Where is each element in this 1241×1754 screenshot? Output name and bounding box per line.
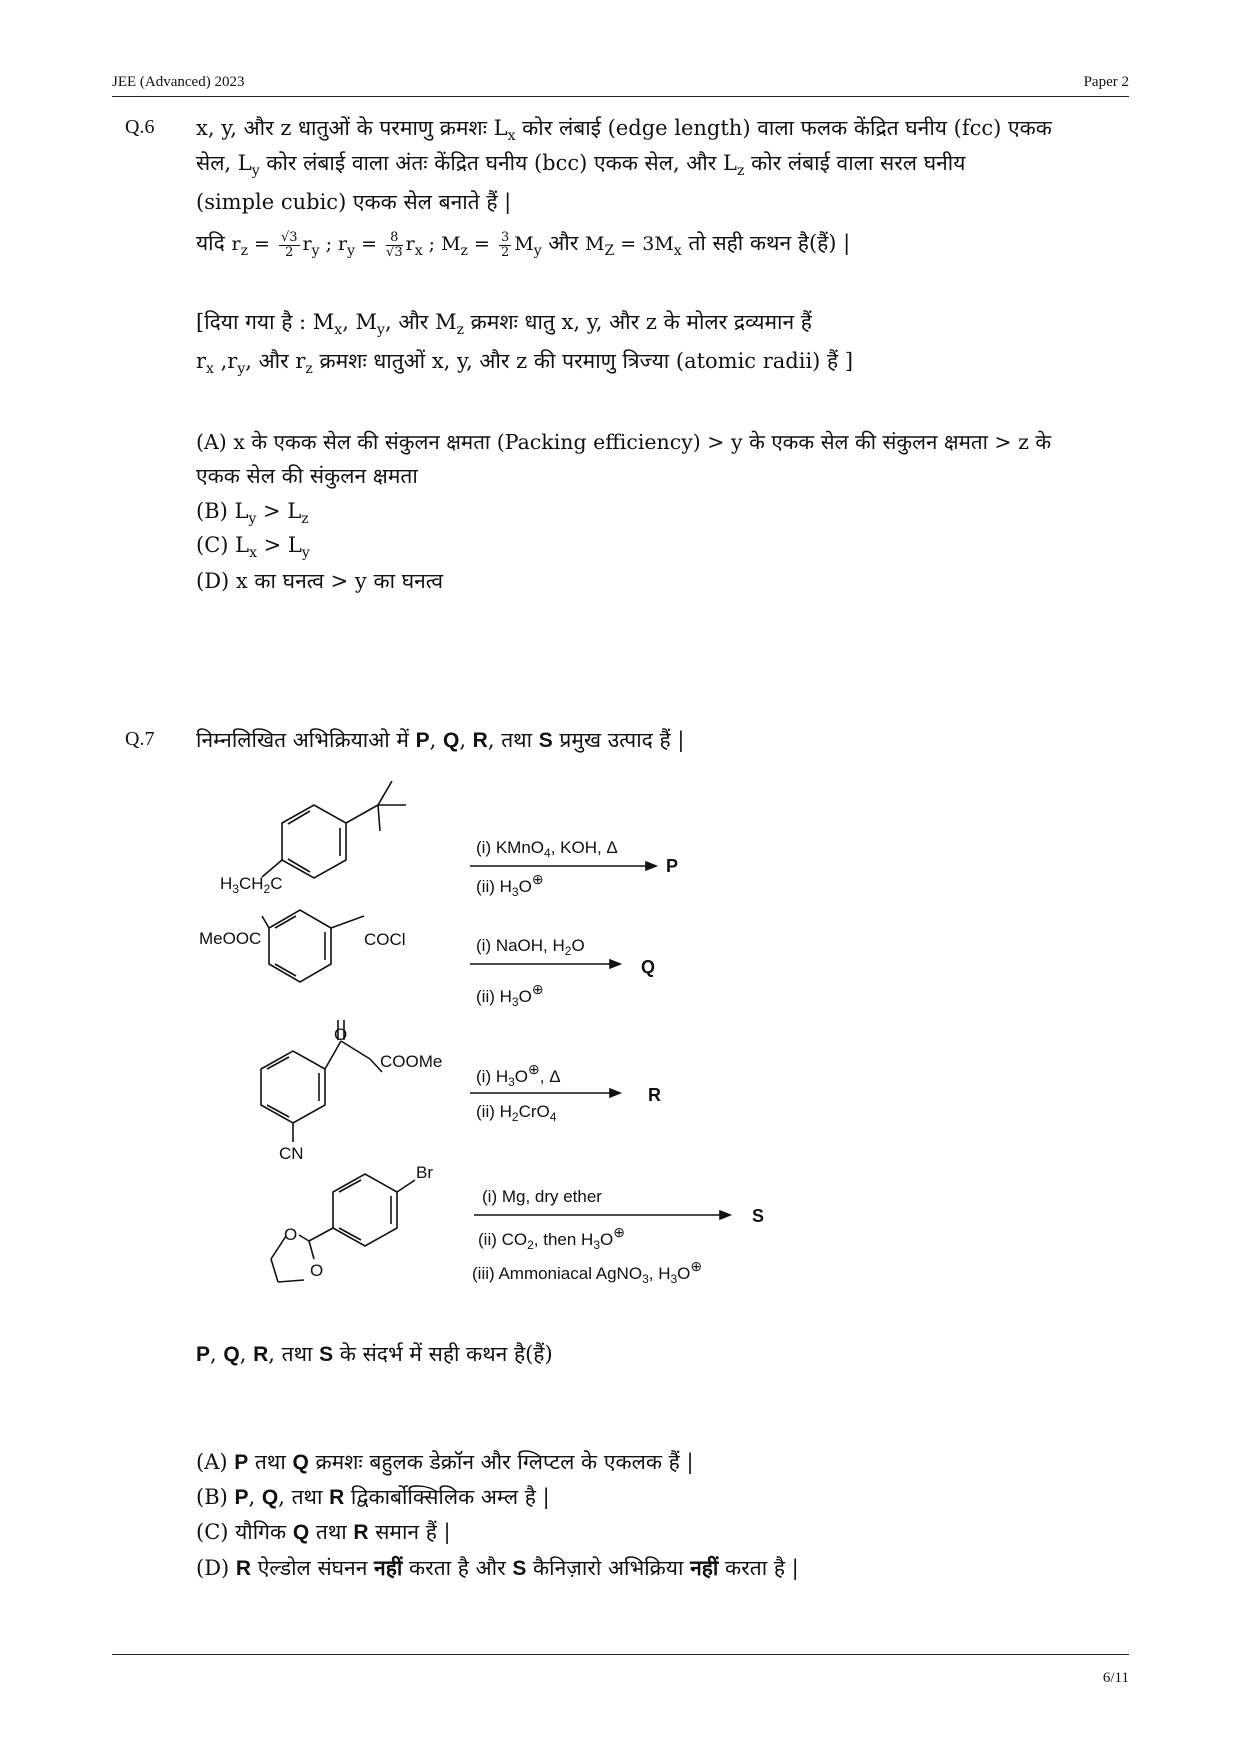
reaction-arrow-1 [470, 862, 656, 870]
label-cocl: COCl [364, 930, 406, 949]
structure-tert-butyl-ethylbenzene [262, 781, 406, 878]
label-carbonyl-oxygen: O [334, 1025, 348, 1044]
q6-option-a[interactable]: (A) x के एकक सेल की संकुलन क्षमता (Packing efficiency) > y के एकक सेल की संकुलन क्षमता > z के [196, 430, 1052, 454]
q6-option-d[interactable]: (D) x का घनत्व > y का घनत्व [196, 569, 443, 593]
label-dioxolane-o-lower: O [310, 1261, 324, 1280]
header-paper-label: Paper 2 [1083, 74, 1129, 90]
reaction-4-condition-iii: (iii) Ammoniacal AgNO$_3$, $H_3O^\oplus$ [472, 1258, 703, 1286]
question-number-7: Q.7 [125, 728, 155, 750]
fraction-3-over-2: $\frac{3}{2}$ [500, 229, 510, 260]
product-label-r: R [648, 1085, 661, 1105]
q6-option-a-continued: एकक सेल की संकुलन क्षमता [196, 464, 418, 488]
q6-given-molar-masses: [दिया गया है : $M_x$, $M_y$, और $M_z$ क्रमशः धातु x, y, और z के मोलर द्रव्यमान हैं [196, 310, 812, 339]
structure-meooc-benzoyl-chloride [262, 910, 364, 982]
q6-line-2: सेल, $L_y$ कोर लंबाई वाला अंतः केंद्रित घनीय (bcc) एकक सेल, और $L_z$ कोर लंबाई वाला सरल घनीय [196, 151, 966, 180]
reaction-1-condition-ii: (ii) $H_3O^\oplus$ [476, 871, 544, 899]
reaction-4-condition-ii: (ii) $CO_2$, then $H_3O^\oplus$ [478, 1224, 625, 1252]
q7-option-d[interactable]: (D) R ऐल्डोल संघनन नहीं करता है और S कैनिज़ारो अभिक्रिया नहीं करता है | [196, 1555, 799, 1580]
q7-option-b[interactable]: (B) P, Q, तथा R द्विकार्बोक्सिलिक अम्ल है | [196, 1485, 550, 1509]
product-label-p: P [666, 856, 679, 876]
label-dioxolane-o-upper: O [284, 1225, 298, 1244]
question-number-6: Q.6 [125, 116, 155, 138]
q7-option-a[interactable]: (A) P तथा Q क्रमशः बहुलक डेक्रॉन और ग्लिप्टल के एकलक हैं | [196, 1450, 694, 1474]
q7-stem: निम्नलिखित अभिक्रियाओ में P, Q, R, तथा S प्रमुख उत्पाद हैं | [196, 728, 685, 752]
page-number: 6/11 [1102, 1670, 1129, 1686]
fraction-8-over-sqrt3: $\frac{8}{√3}$ [386, 229, 403, 260]
q6-option-b[interactable]: (B) $L_y > L_z$ [196, 499, 309, 528]
product-label-q: Q [641, 957, 656, 977]
reaction-2-condition-ii: (ii) $H_3O^\oplus$ [476, 981, 544, 1009]
reaction-arrow-3 [470, 1089, 620, 1097]
q6-line-1: x, y, और z धातुओं के परमाणु क्रमशः $L_x$ कोर लंबाई (edge length) वाला फलक केंद्रित घनीय (fcc) एकक [196, 116, 1052, 145]
reaction-arrow-2 [470, 960, 620, 968]
q6-option-c[interactable]: (C) $L_x > L_y$ [196, 533, 310, 562]
label-coome: COOMe [380, 1052, 443, 1071]
q6-given-atomic-radii: $r_x$ $,r_y$, और $r_z$ क्रमशः धातुओं x, y, और z की परमाणु त्रिज्या (atomic radii) हैं ] [196, 349, 854, 378]
reaction-1-condition-i: (i) KMnO$_4$, KOH, Δ [476, 838, 618, 860]
footer-divider [112, 1654, 1129, 1655]
q7-context-statement: P, Q, R, तथा S के संदर्भ में सही कथन है(हैं) [196, 1342, 553, 1366]
fraction-sqrt3-over-2: $\frac{√3}{2}$ [280, 229, 298, 260]
q7-option-c[interactable]: (C) यौगिक Q तथा R समान हैं | [196, 1520, 451, 1544]
label-cn: CN [279, 1144, 304, 1163]
reaction-3-condition-i: (i) $H_3O^\oplus$, Δ [476, 1061, 561, 1089]
reaction-3-condition-ii: (ii) $H_2CrO_4$ [476, 1102, 557, 1124]
label-meooc: MeOOC [199, 929, 262, 948]
product-label-s: S [752, 1206, 765, 1226]
reaction-arrow-4 [474, 1211, 730, 1219]
reaction-2-condition-i: (i) NaOH, $H_2O$ [476, 936, 585, 958]
header-exam-title: JEE (Advanced) 2023 [112, 74, 245, 90]
label-br: Br [416, 1163, 433, 1182]
q6-condition-equation: यदि $r_z$ = $\frac{√3}{2}$ $r_y$ ; $r_y$ = $\frac{8}{√3}$ $r_x$ ; $M_z$ = $\frac{3}{2}$ $M_y$ और $M_Z = 3M_x$ तो सही कथन है(हैं) | [196, 229, 851, 260]
q6-line-3: (simple cubic) एकक सेल बनाते हैं | [196, 190, 512, 214]
structure-cyanophenyl-ketoester [261, 1020, 382, 1142]
reaction-4-condition-i: (i) Mg, dry ether [482, 1187, 602, 1206]
label-ethyl-group: $H_3CH_2C$ [220, 874, 283, 896]
